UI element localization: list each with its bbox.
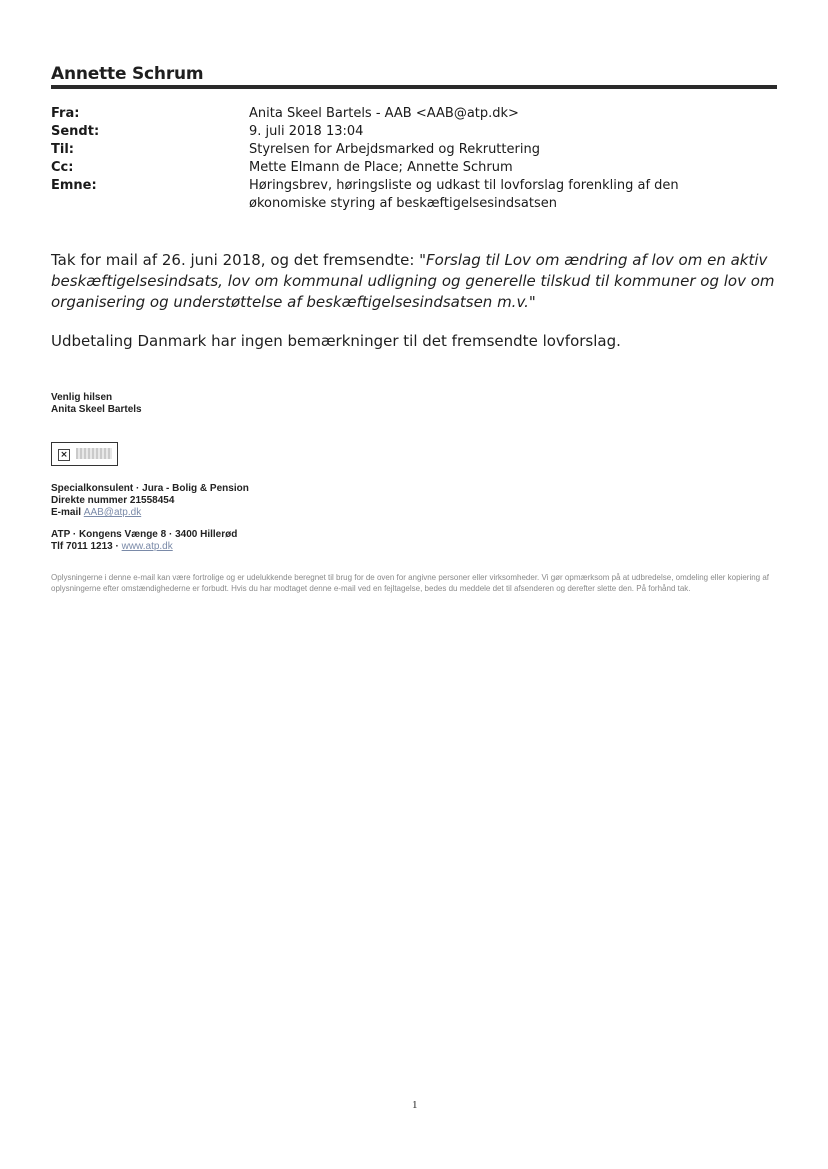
body-paragraph-2: Udbetaling Danmark har ingen bemærkninger til det fremsendte lovforslag. <box>51 332 621 350</box>
contact-spacer <box>51 519 249 529</box>
contact-email-label: E-mail <box>51 507 84 518</box>
subject-value: Høringsbrev, høringsliste og udkast til lovforslag forenkling af den økonomiske styring af beskæftigelsesindsatsen <box>249 178 679 211</box>
body-paragraph-1 <box>51 250 777 313</box>
header-row-cc <box>51 159 777 177</box>
contact-phone-label: Tlf 7011 1213 · <box>51 541 122 552</box>
signature <box>51 392 142 416</box>
disclaimer: Oplysningerne i denne e-mail kan være fortrolige og er udelukkende beregnet til brug for de oven for angivne personer eller virksomheder. Vi gør opmærksom på at udbredelse, omdeling eller kopiering af oplysningerne efter omstændighederne er forbudt. Hvis du har modtaget denne e-mail ved en fejltagelse, bedes du meddele det til afsenderen og derefter slette den. På forhånd tak. <box>51 573 770 593</box>
broken-image-icon: × <box>58 449 70 461</box>
sent-label: Sendt: <box>51 124 100 139</box>
contact-phone-line <box>51 541 249 553</box>
contact-email-link[interactable]: AAB@atp.dk <box>83 507 142 518</box>
contact-website-link[interactable]: www.atp.dk <box>121 541 173 552</box>
contact-info <box>51 483 249 553</box>
page-title: Annette Schrum <box>51 64 204 84</box>
broken-logo-image <box>51 442 118 466</box>
subject-label: Emne: <box>51 178 97 193</box>
logo-placeholder <box>76 448 112 459</box>
body-quote: "Forslag til Lov om ændring af lov om en aktiv beskæftigelsesindsats, lov om kommunal udligning og generelle tilskud til kommuner og lov om organisering og understøttelse af beskæftigelsesindsatsen m.v." <box>51 251 775 311</box>
from-label: Fra: <box>51 106 80 121</box>
contact-role: Specialkonsulent · Jura - Bolig & Pension <box>51 483 249 494</box>
from-value: Anita Skeel Bartels - AAB <AAB@atp.dk> <box>249 106 519 121</box>
page-number: 1 <box>412 1099 418 1111</box>
cc-value: Mette Elmann de Place; Annette Schrum <box>249 160 513 175</box>
body-intro: Tak for mail af 26. juni 2018, og det fremsendte: <box>51 251 420 269</box>
contact-direct-number: Direkte nummer 21558454 <box>51 495 175 506</box>
signature-name: Anita Skeel Bartels <box>51 404 142 415</box>
contact-email-line <box>51 507 249 519</box>
contact-address: ATP · Kongens Vænge 8 · 3400 Hillerød <box>51 529 238 540</box>
header-row-subject <box>51 177 777 213</box>
header-row-sent <box>51 123 777 141</box>
title-divider <box>51 85 777 89</box>
signature-greeting: Venlig hilsen <box>51 392 113 403</box>
to-value: Styrelsen for Arbejdsmarked og Rekruttering <box>249 142 540 157</box>
to-label: Til: <box>51 142 74 157</box>
sent-value: 9. juli 2018 13:04 <box>249 124 364 139</box>
cc-label: Cc: <box>51 160 74 175</box>
header-row-to <box>51 141 777 159</box>
header-row-from <box>51 105 777 123</box>
email-header <box>51 105 777 213</box>
email-body <box>51 250 777 313</box>
